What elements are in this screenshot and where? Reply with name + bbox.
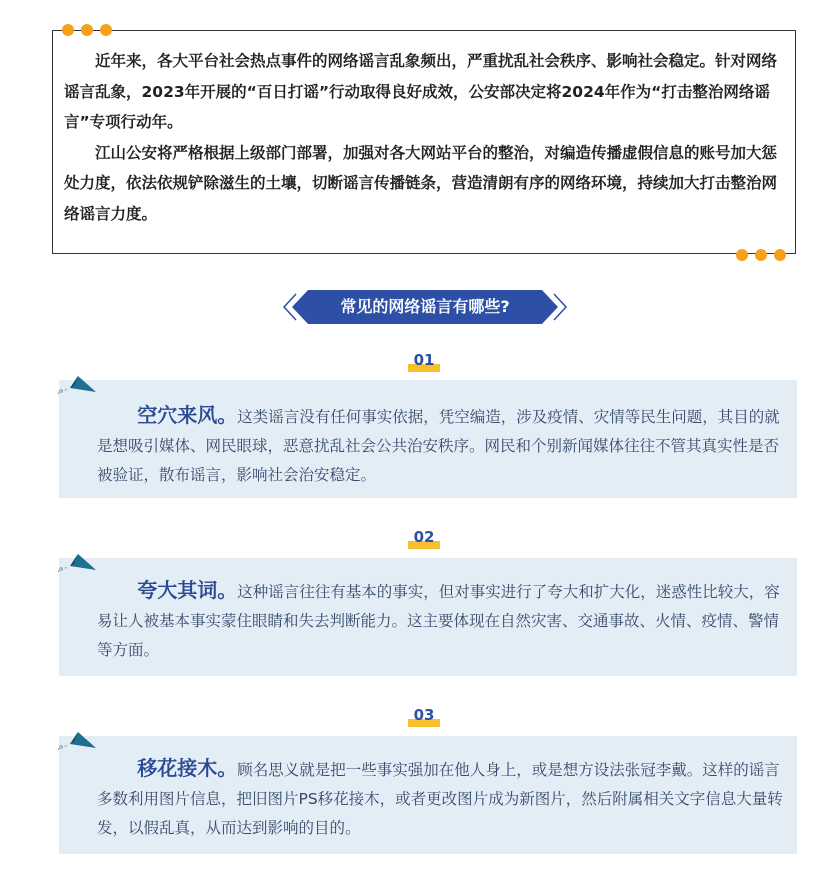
orange-dot-icon bbox=[755, 249, 767, 261]
card-keyword: 移花接木。 bbox=[137, 756, 238, 780]
section-title: 常见的网络谣言有哪些? bbox=[340, 297, 510, 316]
rumor-card bbox=[59, 380, 797, 498]
bottom-right-dots bbox=[736, 249, 786, 261]
card-keyword: 夸大其词。 bbox=[137, 578, 238, 602]
item-number: 02 bbox=[408, 529, 440, 549]
orange-dot-icon bbox=[774, 249, 786, 261]
paper-plane-icon bbox=[56, 728, 98, 752]
intro-paragraph: 近年来，各大平台社会热点事件的网络谣言乱象频出，严重扰乱社会秩序、影响社会稳定。针对网络谣言乱象，2023年开展的“百日打谣”行动取得良好成效，公安部决定将2024年作为“打击整治网络谣言”专项行动年。 bbox=[64, 52, 778, 131]
rumor-card bbox=[59, 558, 797, 676]
intro-paragraph: 江山公安将严格根据上级部门部署，加强对各大网站平台的整治，对编造传播虚假信息的账号加大惩处力度，依法依规铲除滋生的土壤，切断谣言传播链条，营造清朗有序的网络环境，持续加大打击整治网络谣言力度。 bbox=[64, 143, 778, 223]
intro-text bbox=[64, 46, 786, 229]
card-keyword: 空穴来风。 bbox=[137, 403, 238, 427]
orange-dot-icon bbox=[81, 24, 93, 36]
card-text bbox=[97, 576, 785, 665]
rumor-card bbox=[59, 736, 797, 854]
card-description: 这种谣言往往有基本的事实，但对事实进行了夸大和扩大化，迷惑性比较大，容易让人被基本事实蒙住眼睛和失去判断能力。这主要体现在自然灾害、交通事故、火情、疫情、警情等方面。 bbox=[97, 583, 780, 659]
section-heading bbox=[282, 290, 568, 324]
card-description: 顾名思义就是把一些事实强加在他人身上，或是想方设法张冠李戴。这样的谣言多数利用图片信息，把旧图片PS移花接木，或者更改图片成为新图片，然后附属相关文字信息大量转发，以假乱真，从而达到影响的目的。 bbox=[97, 761, 783, 837]
paper-plane-icon bbox=[56, 372, 98, 396]
card-text bbox=[97, 754, 785, 843]
orange-dot-icon bbox=[100, 24, 112, 36]
card-text bbox=[97, 401, 785, 490]
paper-plane-icon bbox=[56, 550, 98, 574]
orange-dot-icon bbox=[736, 249, 748, 261]
orange-dot-icon bbox=[62, 24, 74, 36]
item-number: 01 bbox=[408, 352, 440, 372]
item-number: 03 bbox=[408, 707, 440, 727]
card-description: 这类谣言没有任何事实依据，凭空编造，涉及疫情、灾情等民生问题，其目的就是想吸引媒体、网民眼球，恶意扰乱社会公共治安秩序。网民和个别新闻媒体往往不管其真实性是否被验证，散布谣言，影响社会治安稳定。 bbox=[97, 408, 780, 484]
top-left-dots bbox=[62, 24, 112, 36]
